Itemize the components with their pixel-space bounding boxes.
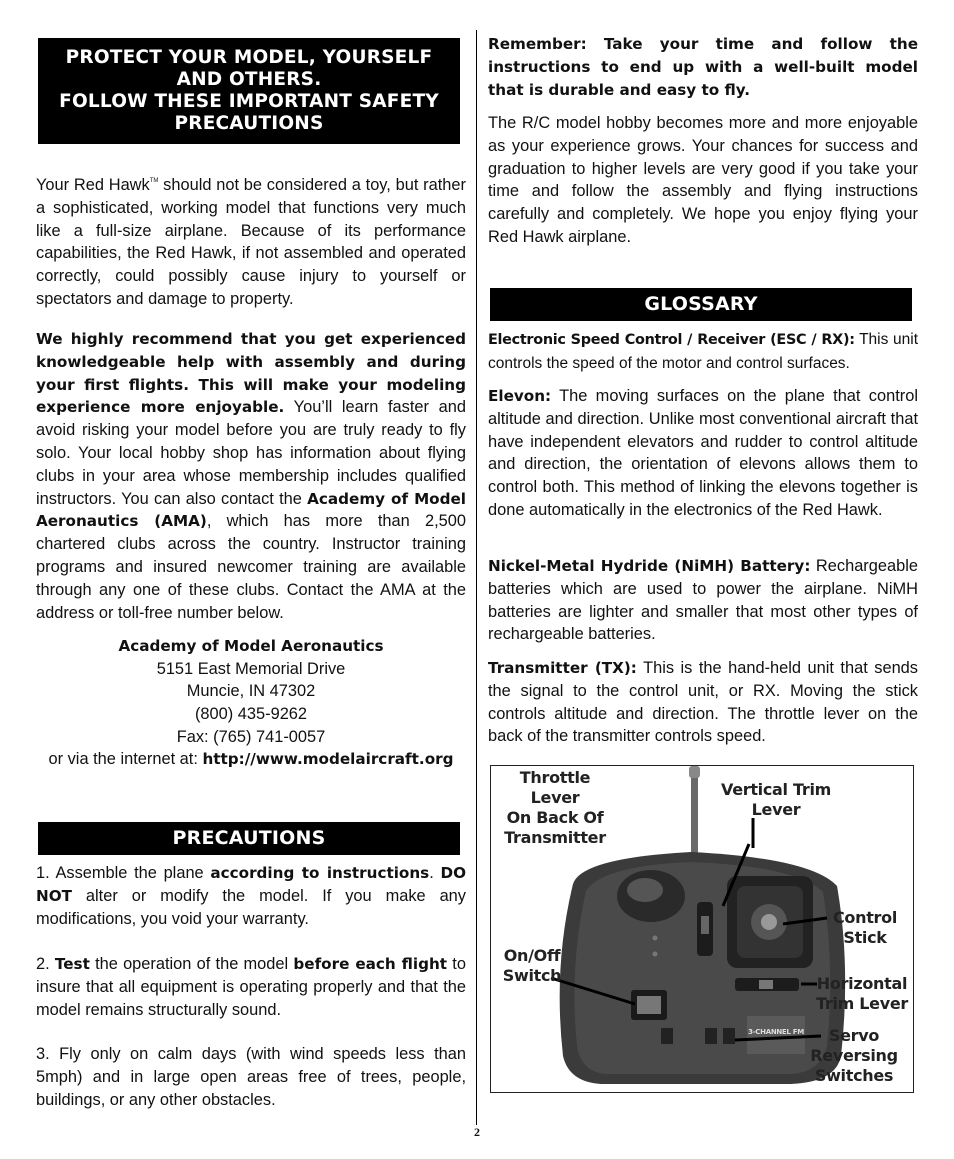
glossary-term: Nickel-Metal Hydride (NiMH) Battery: xyxy=(488,557,811,575)
precaution-item-3: 3. Fly only on calm days (with wind speeds less than 5mph) and in large open areas free of trees, people, buildings, or any other obstacles. xyxy=(36,1045,466,1109)
label-control-stick xyxy=(825,908,905,948)
bold-text: Test xyxy=(54,955,90,973)
bold-text: DO NOT xyxy=(36,864,467,905)
label-line: Throttle Lever xyxy=(519,768,591,807)
intro-paragraph xyxy=(36,170,466,311)
ama-address-block xyxy=(36,635,466,771)
text: to insure that all equipment is operating properly and that the model remains structurally sound. xyxy=(36,955,466,1019)
safety-title-box xyxy=(38,38,460,144)
label-line: Reversing xyxy=(810,1046,898,1065)
label-line: Switches xyxy=(814,1066,894,1085)
servo-switch xyxy=(705,1028,717,1044)
glossary-entry-nimh xyxy=(488,555,918,646)
text: . xyxy=(429,864,441,882)
intro-text: Your Red Hawk xyxy=(36,176,150,194)
safety-title-line: FOLLOW THESE IMPORTANT SAFETY xyxy=(59,91,439,112)
remember-paragraph xyxy=(488,33,918,101)
glossary-term: Elevon: xyxy=(488,387,552,405)
label-vertical-trim xyxy=(711,780,841,820)
text: the operation of the model xyxy=(89,955,294,973)
address-name: Academy of Model Aeronautics xyxy=(118,637,384,655)
glossary-entry-esc xyxy=(488,328,918,376)
label-line: Horizontal xyxy=(816,974,908,993)
recommend-text: , which has more than 2,500 chartered clubs across the country. Instructor training programs and insured newcomer training are available through any one of these clubs. Contact the AMA at the address or toll-free number below. xyxy=(36,512,466,622)
glossary-definition: Rechargeable batteries which are used to power the airplane. NiMH batteries are lighter and smaller that most other types of rechargeable batteries. xyxy=(488,557,918,644)
label-horizontal-trim xyxy=(813,974,911,1014)
ama-website-link[interactable]: http://www.modelaircraft.org xyxy=(202,750,454,769)
bold-text: before each flight xyxy=(293,955,448,973)
recommend-text: You’ll learn faster and avoid risking your model before you are truly ready to fly solo. Your local hobby shop has information about flying clubs in your area whose membership includes qualified instructors. You can also contact the xyxy=(36,398,466,508)
text: alter or modify the model. If you make any modifications, you void your warranty. xyxy=(36,886,466,928)
page-number: 2 xyxy=(474,1125,480,1139)
address-phone: (800) 435-9262 xyxy=(194,704,308,723)
bold-text: according to instructions xyxy=(210,864,430,882)
glossary-definition: This unit controls the speed of the motor and control surfaces. xyxy=(488,331,918,372)
servo-switch xyxy=(723,1028,735,1044)
round-button-highlight xyxy=(627,878,663,902)
label-line: Transmitter xyxy=(504,828,606,847)
label-line: Stick xyxy=(843,928,887,947)
ama-name: Academy of Model Aeronautics (AMA) xyxy=(36,489,466,531)
indicator-dot xyxy=(653,936,658,941)
address-city: Muncie, IN 47302 xyxy=(186,682,316,701)
trademark-mark: TM xyxy=(149,178,159,184)
column-divider xyxy=(476,30,477,1125)
vertical-trim-knob xyxy=(701,916,709,934)
safety-title-line: AND OTHERS. xyxy=(176,69,322,90)
address-street: 5151 East Memorial Drive xyxy=(156,659,346,678)
label-throttle-lever xyxy=(497,768,613,848)
label-line: Trim Lever xyxy=(816,994,908,1013)
servo-switch xyxy=(661,1028,673,1044)
label-line: Servo xyxy=(828,1026,880,1045)
glossary-entry-transmitter xyxy=(488,657,918,748)
text: 2. xyxy=(36,955,55,973)
device-label-text: 3-CHANNEL FM xyxy=(748,1028,804,1036)
glossary-term: Electronic Speed Control / Receiver (ESC / RX): xyxy=(488,332,855,348)
precaution-item-1 xyxy=(36,862,466,930)
label-line: On/Off xyxy=(503,946,561,965)
glossary-term: Transmitter (TX): xyxy=(488,659,637,677)
precaution-item-2 xyxy=(36,953,466,1021)
antenna xyxy=(691,770,698,860)
indicator-dot xyxy=(653,952,658,957)
label-line: Vertical Trim xyxy=(720,780,832,799)
text: 1. Assemble the plane xyxy=(36,864,211,882)
remember-bold-text: Remember: Take your time and follow the instructions to end up with a well-built model that is durable and easy to fly. xyxy=(488,35,918,99)
label-line: On Back Of xyxy=(506,808,604,827)
recommend-paragraph xyxy=(36,328,466,624)
control-stick xyxy=(761,914,777,930)
glossary-definition: The moving surfaces on the plane that control altitude and direction. Unlike most conventional aircraft that have independent elevators and rudder to control altitude and direction, the orientation of elevons allows them to control both. This method of linking the elevons together is done automatically in the electronics of the Red Hawk. xyxy=(488,387,918,519)
antenna-tip xyxy=(689,766,700,778)
recommend-bold-text: We highly recommend that you get experienced knowledgeable help with assembly and during your first flights. This will make your modeling experience more enjoyable. xyxy=(36,330,466,417)
safety-title-line: PROTECT YOUR MODEL, YOURSELF xyxy=(65,47,433,68)
intro-text: should not be considered a toy, but rather a sophisticated, working model that functions very much like a full-size airplane. Because of its performance capabilities, the Red Hawk, if not assembled and operated correctly, could possibly cause injury to yourself or spectators and damage to property. xyxy=(36,176,466,308)
address-fax: Fax: (765) 741-0057 xyxy=(176,727,326,746)
glossary-header: GLOSSARY xyxy=(490,288,912,321)
label-line: Lever xyxy=(751,800,801,819)
label-on-off-switch xyxy=(495,946,569,986)
transmitter-figure xyxy=(490,765,914,1093)
glossary-entry-elevon xyxy=(488,385,918,522)
horizontal-trim-knob xyxy=(759,980,773,989)
safety-title-line: PRECAUTIONS xyxy=(174,113,324,134)
label-servo-reversing xyxy=(807,1026,901,1086)
hobby-paragraph: The R/C model hobby becomes more and more enjoyable as your experience grows. Your chances for success and graduation to higher levels are very good if you take your time and follow the assembly and flying instructions carefully and completely. We hope you enjoy flying your Red Hawk airplane. xyxy=(488,114,918,246)
on-off-switch-knob xyxy=(637,996,661,1014)
label-line: Switch xyxy=(502,966,562,985)
address-web-prefix: or via the internet at: xyxy=(48,750,203,769)
label-line: Control xyxy=(832,908,898,927)
precautions-header: PRECAUTIONS xyxy=(38,822,460,855)
glossary-definition: This is the hand-held unit that sends the signal to the control unit, or RX. Moving the stick controls altitude and direction. The throttle lever on the back of the transmitter controls speed. xyxy=(488,659,918,746)
